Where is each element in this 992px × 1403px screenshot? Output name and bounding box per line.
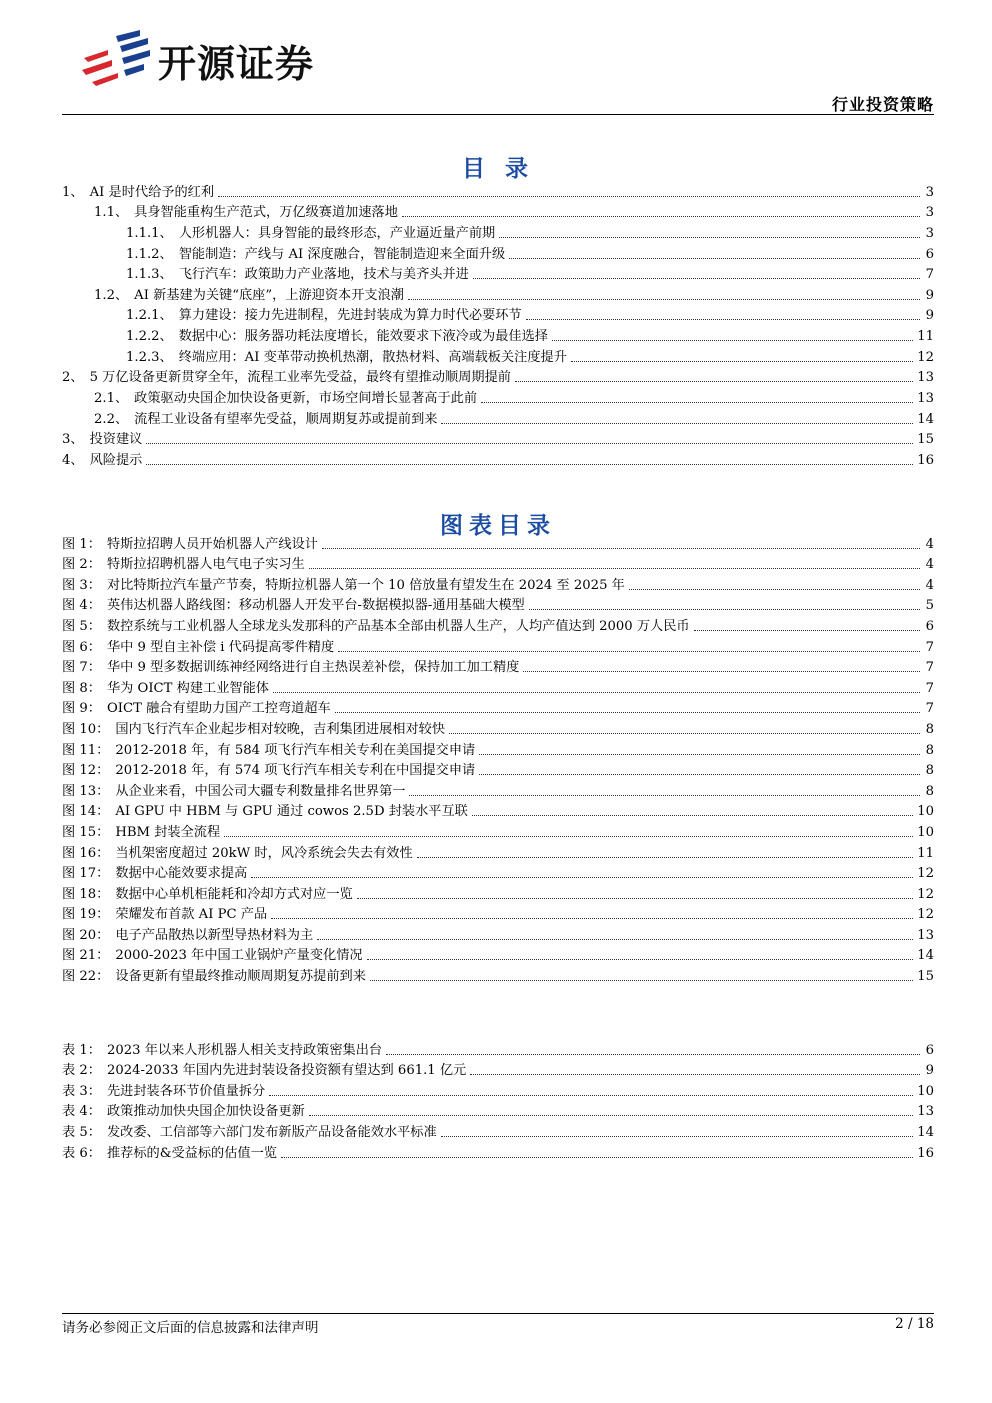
toc-entry-number: 2.1、 [94, 391, 129, 407]
dot-leader [441, 423, 913, 424]
table-entry-page: 13 [917, 1104, 934, 1120]
figure-entry-text: 华中 9 型多数据训练神经网络进行自主热误差补偿，保持加工加工精度 [106, 660, 520, 676]
toc-entry-text: 飞行汽车：政策助力产业落地，技术与美齐头并进 [178, 267, 469, 283]
toc-entry-text: 人形机器人：具身智能的最终形态，产业逼近量产前期 [178, 225, 496, 241]
toc-entry-number: 1.2.2、 [126, 329, 173, 345]
toc-entry-text: 具身智能重构生产范式，万亿级赛道加速落地 [134, 205, 398, 221]
figure-entry-page: 11 [917, 845, 934, 861]
dot-leader [322, 548, 920, 549]
figure-entry[interactable] [62, 573, 934, 594]
figure-entry-number: 图 5： [62, 618, 101, 634]
logo-mark-icon [78, 28, 154, 92]
table-entry-text: 政策推动加快央国企加快设备更新 [106, 1104, 305, 1120]
toc-entry[interactable] [62, 386, 934, 407]
figure-entry-page: 14 [917, 948, 934, 964]
table-entry-number: 表 6： [62, 1145, 101, 1161]
toc-entry-text: AI 是时代给予的红利 [89, 184, 215, 200]
figure-entry[interactable] [62, 676, 934, 697]
table-entry-number: 表 2： [62, 1063, 101, 1079]
figure-entry-text: 2012-2018 年，有 574 项飞行汽车相关专利在中国提交申请 [115, 763, 476, 779]
table-entry-page: 16 [917, 1145, 934, 1161]
toc-entry-number: 4、 [62, 452, 84, 468]
table-entry-number: 表 3： [62, 1083, 101, 1099]
figure-entry-number: 图 13： [62, 783, 110, 799]
figure-entry-text: 华为 OICT 构建工业智能体 [106, 680, 269, 696]
figure-entry-page: 7 [925, 660, 934, 676]
toc-entry-page: 3 [925, 225, 934, 241]
figure-entry-page: 12 [917, 866, 934, 882]
figure-entry-text: 设备更新有望最终推动顺周期复苏提前到来 [115, 969, 366, 985]
figure-entry-number: 图 22： [62, 969, 110, 985]
dot-leader [441, 1136, 914, 1137]
dot-leader [402, 216, 920, 217]
toc-entry-number: 1、 [62, 184, 84, 200]
dot-leader [309, 1115, 913, 1116]
table-entry[interactable] [62, 1038, 934, 1059]
table-entry-page: 6 [925, 1042, 934, 1058]
figure-entry[interactable] [62, 964, 934, 985]
dot-leader [523, 671, 920, 672]
page-header [62, 20, 934, 116]
toc-entry-number: 1.1.3、 [126, 267, 173, 283]
figure-entry-page: 8 [925, 721, 934, 737]
toc-entry-text: 数据中心：服务器功耗法度增长，能效要求下液冷或为最佳选择 [178, 329, 548, 345]
toc-entry-text: 终端应用：AI 变革带动换机热潮，散热材料、高端载板关注度提升 [178, 349, 567, 365]
figure-entry-page: 12 [917, 886, 934, 902]
toc-entry-page: 9 [925, 287, 934, 303]
toc-entry-page: 13 [917, 370, 934, 386]
toc-entry[interactable] [62, 242, 934, 263]
figure-entry-text: 特斯拉招聘机器人电气电子实习生 [106, 557, 305, 573]
toc-entry-page: 12 [917, 349, 934, 365]
footer-rule [62, 1313, 934, 1314]
dot-leader [224, 836, 913, 837]
figure-entry-page: 15 [917, 969, 934, 985]
dot-leader [694, 630, 920, 631]
dot-leader [629, 589, 920, 590]
figure-entry[interactable] [62, 944, 934, 965]
toc-entry-text: 政策驱动央国企加快设备更新，市场空间增长显著高于此前 [134, 391, 478, 407]
figure-entry-page: 4 [925, 536, 934, 552]
toc-entry[interactable] [62, 407, 934, 428]
toc-entry[interactable] [62, 201, 934, 222]
toc-entry-page: 14 [917, 411, 934, 427]
toc-entry-page: 3 [925, 205, 934, 221]
dot-leader [146, 464, 913, 465]
figure-entry-page: 4 [925, 577, 934, 593]
toc-entry-page: 16 [917, 452, 934, 468]
figure-entry[interactable] [62, 614, 934, 635]
figure-entry-text: 数控系统与工业机器人全球龙头发那科的产品基本全部由机器人生产，人均产值达到 2000 万人民币 [106, 618, 690, 634]
table-entry-number: 表 5： [62, 1124, 101, 1140]
brand-logo [78, 28, 314, 92]
table-entry-page: 9 [925, 1063, 934, 1079]
toc-entry[interactable] [62, 283, 934, 304]
dot-leader [367, 959, 914, 960]
figure-entry-page: 8 [925, 742, 934, 758]
table-entry-number: 表 1： [62, 1042, 101, 1058]
table-entry-text: 2024-2033 年国内先进封装设备投资额有望达到 661.1 亿元 [106, 1063, 467, 1079]
table-entry[interactable] [62, 1100, 934, 1121]
figure-entry[interactable] [62, 903, 934, 924]
figure-entry-text: 荣耀发布首款 AI PC 产品 [115, 907, 268, 923]
figure-entry[interactable] [62, 759, 934, 780]
figure-entry-text: HBM 封装全流程 [115, 824, 221, 840]
document-type: 行业投资策略 [831, 95, 934, 114]
dot-leader [273, 692, 920, 693]
page-number: 2 / 18 [895, 1316, 934, 1332]
toc-entry[interactable] [62, 428, 934, 449]
figure-entry-number: 图 21： [62, 948, 110, 964]
toc-entry-text: 5 万亿设备更新贯穿全年，流程工业率先受益，最终有望推动顺周期提前 [89, 370, 511, 386]
dot-leader [338, 651, 920, 652]
figure-entry-page: 4 [925, 557, 934, 573]
figure-entry[interactable] [62, 635, 934, 656]
toc-entry[interactable] [62, 304, 934, 325]
dot-leader [271, 918, 913, 919]
toc-entry-page: 6 [925, 246, 934, 262]
toc-entry-page: 9 [925, 308, 934, 324]
toc-entry-text: 算力建设：接力先进制程，先进封装成为算力时代必要环节 [178, 308, 522, 324]
figure-entry-number: 图 6： [62, 639, 101, 655]
dot-leader [526, 319, 920, 320]
table-entry-page: 14 [917, 1124, 934, 1140]
dot-leader [479, 774, 920, 775]
dot-leader [251, 877, 913, 878]
figure-entry-text: 当机架密度超过 20kW 时，风冷系统会失去有效性 [115, 845, 413, 861]
figure-entry-number: 图 17： [62, 866, 110, 882]
figure-entry[interactable] [62, 800, 934, 821]
toc-entry-page: 7 [925, 267, 934, 283]
table-entry-text: 推荐标的&受益标的估值一览 [106, 1145, 277, 1161]
figure-entry-page: 7 [925, 680, 934, 696]
toc-entry-text: 投资建议 [89, 432, 143, 448]
dot-leader [269, 1095, 913, 1096]
figure-entry-page: 6 [925, 618, 934, 634]
dot-leader [473, 278, 920, 279]
toc-entry[interactable] [62, 448, 934, 469]
dot-leader [571, 361, 913, 362]
dot-leader [409, 795, 920, 796]
figure-entry-text: 对比特斯拉汽车量产节奏，特斯拉机器人第一个 10 倍放量有望发生在 2024 至 2025 年 [106, 577, 625, 593]
toc-entry[interactable] [62, 324, 934, 345]
dot-leader [509, 258, 920, 259]
footer-disclaimer: 请务必参阅正文后面的信息披露和法律声明 [62, 1320, 319, 1336]
dot-leader [499, 237, 920, 238]
figure-entry-number: 图 8： [62, 680, 101, 696]
figure-entry-number: 图 9： [62, 701, 101, 717]
figure-entry-number: 图 11： [62, 742, 110, 758]
table-entry-page: 10 [917, 1083, 934, 1099]
dot-leader [335, 712, 920, 713]
figure-entry-page: 10 [917, 804, 934, 820]
figure-entry-page: 7 [925, 639, 934, 655]
dot-leader [317, 939, 913, 940]
figure-entry-number: 图 18： [62, 886, 110, 902]
dot-leader [515, 381, 913, 382]
dot-leader [449, 733, 920, 734]
figure-index-title: 图表目录 [440, 513, 556, 539]
toc-entry-number: 1.2.1、 [126, 308, 173, 324]
table-entry-text: 2023 年以来人形机器人相关支持政策密集出台 [106, 1042, 383, 1058]
figure-entry-number: 图 7： [62, 660, 101, 676]
figure-entry-page: 5 [925, 598, 934, 614]
toc-entry-page: 3 [925, 184, 934, 200]
table-of-contents [62, 180, 934, 469]
toc-entry-number: 1.1、 [94, 205, 129, 221]
dot-leader [481, 402, 913, 403]
figure-entry-number: 图 15： [62, 824, 110, 840]
figure-entry-text: 数据中心能效要求提高 [115, 866, 248, 882]
figure-entry-text: 2000-2023 年中国工业锅炉产量变化情况 [115, 948, 363, 964]
figure-entry-number: 图 12： [62, 763, 110, 779]
figure-entry-page: 12 [917, 907, 934, 923]
figure-entry-text: 数据中心单机柜能耗和冷却方式对应一览 [115, 886, 353, 902]
toc-entry-number: 2、 [62, 370, 84, 386]
dot-leader [370, 980, 913, 981]
toc-entry-number: 1.2.3、 [126, 349, 173, 365]
dot-leader [357, 898, 913, 899]
toc-entry-number: 1.1.1、 [126, 225, 173, 241]
figure-entry-text: OICT 融合有望助力国产工控弯道超车 [106, 701, 331, 717]
figure-entry[interactable] [62, 697, 934, 718]
toc-entry[interactable] [62, 366, 934, 387]
table-entry[interactable] [62, 1079, 934, 1100]
figure-entry-number: 图 14： [62, 804, 110, 820]
figure-entry-number: 图 19： [62, 907, 110, 923]
figure-entry[interactable] [62, 553, 934, 574]
figure-entry-text: AI GPU 中 HBM 与 GPU 通过 cowos 2.5D 封装水平互联 [115, 804, 468, 820]
figure-entry[interactable] [62, 532, 934, 553]
toc-entry-page: 15 [917, 432, 934, 448]
table-entry[interactable] [62, 1120, 934, 1141]
figure-entry-page: 10 [917, 824, 934, 840]
figure-entry-number: 图 10： [62, 721, 110, 737]
dot-leader [472, 815, 913, 816]
figure-entry[interactable] [62, 738, 934, 759]
figure-entry[interactable] [62, 882, 934, 903]
toc-title: 目 录 [461, 156, 534, 182]
figure-entry-page: 13 [917, 927, 934, 943]
dot-leader [529, 609, 920, 610]
figure-entry[interactable] [62, 717, 934, 738]
figure-entry-number: 图 3： [62, 577, 101, 593]
table-entry-number: 表 4： [62, 1104, 101, 1120]
toc-entry[interactable] [62, 345, 934, 366]
figure-entry-page: 8 [925, 783, 934, 799]
figure-entry[interactable] [62, 820, 934, 841]
figure-entry-page: 8 [925, 763, 934, 779]
dot-leader [386, 1054, 920, 1055]
dot-leader [309, 568, 920, 569]
toc-entry-text: 流程工业设备有望率先受益，顺周期复苏或提前到来 [134, 411, 438, 427]
logo-text: 开源证券 [158, 41, 315, 86]
figure-entry-text: 特斯拉招聘人员开始机器人产线设计 [106, 536, 318, 552]
dot-leader [146, 443, 913, 444]
toc-entry-number: 3、 [62, 432, 84, 448]
figure-entry[interactable] [62, 841, 934, 862]
dot-leader [408, 299, 920, 300]
figure-entry-number: 图 16： [62, 845, 110, 861]
table-entry-text: 先进封装各环节价值量拆分 [106, 1083, 266, 1099]
toc-entry-text: 智能制造：产线与 AI 深度融合，智能制造迎来全面升级 [178, 246, 506, 262]
toc-entry-page: 13 [917, 391, 934, 407]
toc-entry-page: 11 [917, 329, 934, 345]
figure-entry[interactable] [62, 656, 934, 677]
toc-entry[interactable] [62, 180, 934, 201]
figure-entry-number: 图 4： [62, 598, 101, 614]
table-entry-text: 发改委、工信部等六部门发布新版产品设备能效水平标准 [106, 1124, 437, 1140]
dot-leader [281, 1157, 913, 1158]
toc-entry-text: AI 新基建为关键“底座”，上游迎资本开支浪潮 [134, 287, 404, 303]
table-entry[interactable] [62, 1059, 934, 1080]
figure-entry[interactable] [62, 594, 934, 615]
figure-entry-text: 2012-2018 年，有 584 项飞行汽车相关专利在美国提交申请 [115, 742, 476, 758]
figure-entry[interactable] [62, 862, 934, 883]
toc-entry-number: 1.2、 [94, 287, 129, 303]
figure-entry-text: 从企业来看，中国公司大疆专利数量排名世界第一 [115, 783, 406, 799]
figure-entry-number: 图 2： [62, 557, 101, 573]
toc-entry-number: 2.2、 [94, 411, 129, 427]
figure-entry-text: 电子产品散热以新型导热材料为主 [115, 927, 314, 943]
figure-entry-text: 华中 9 型自主补偿 i 代码提高零件精度 [106, 639, 335, 655]
dot-leader [552, 340, 913, 341]
toc-entry[interactable] [62, 221, 934, 242]
dot-leader [218, 196, 920, 197]
toc-entry[interactable] [62, 263, 934, 284]
figure-entry[interactable] [62, 923, 934, 944]
table-entry[interactable] [62, 1141, 934, 1162]
figure-entry[interactable] [62, 779, 934, 800]
figure-entry-text: 英伟达机器人路线图：移动机器人开发平台-数据模拟器-通用基础大模型 [106, 598, 525, 614]
figure-entry-page: 7 [925, 701, 934, 717]
toc-entry-text: 风险提示 [89, 452, 143, 468]
figure-entry-number: 图 1： [62, 536, 101, 552]
table-index [62, 1038, 934, 1162]
figure-entry-text: 国内飞行汽车企业起步相对较晚，吉利集团进展相对较快 [115, 721, 446, 737]
figure-entry-number: 图 20： [62, 927, 110, 943]
dot-leader [470, 1074, 920, 1075]
figure-index [62, 532, 934, 985]
header-rule [62, 114, 934, 115]
dot-leader [417, 857, 914, 858]
toc-entry-number: 1.1.2、 [126, 246, 173, 262]
dot-leader [479, 754, 920, 755]
